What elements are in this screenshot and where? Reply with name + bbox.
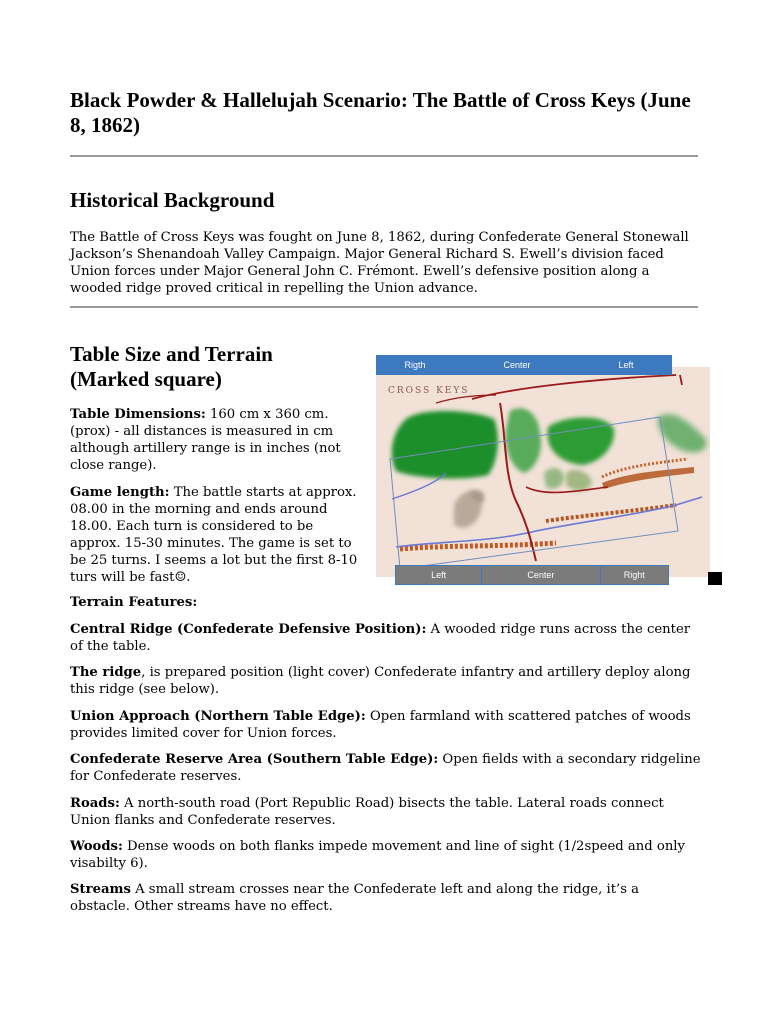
text: A wooded ridge runs across the center of the table. xyxy=(70,622,691,654)
edge-label: Rigth xyxy=(404,360,426,370)
terrain-item xyxy=(70,664,702,698)
text: Open farmland with scattered patches of woods provides limited cover for Union forces. xyxy=(70,709,691,741)
terrain-features-label xyxy=(70,594,197,611)
woods-area xyxy=(566,470,592,491)
label: Terrain Features: xyxy=(70,595,198,610)
text: A small stream crosses near the Confederate left and along the ridge, it’s a obstacle. Other streams have no effect. xyxy=(70,882,640,914)
text: 160 cm x 360 cm. (prox) - all distances is measured in cm although artillery range is in inches (not close range). xyxy=(70,407,341,473)
top-edge-labels xyxy=(376,355,672,375)
road xyxy=(680,375,682,385)
edge-label: Left xyxy=(396,566,482,584)
table-dimensions-paragraph xyxy=(70,406,366,474)
edge-label: Center xyxy=(482,566,600,584)
edge-label: Center xyxy=(503,360,531,370)
section-heading-table xyxy=(70,342,370,392)
edge-label: Right xyxy=(623,570,645,580)
label: Woods: xyxy=(70,839,123,854)
heading-line: (Marked square) xyxy=(70,367,222,391)
label: Confederate Reserve Area (Southern Table Edge): xyxy=(70,752,439,767)
text: A north-south road (Port Republic Road) bisects the table. Lateral roads connect Union flanks and Confederate reserves. xyxy=(70,796,664,828)
woods-area xyxy=(544,468,564,488)
terrain-item xyxy=(70,795,702,829)
map-illustration xyxy=(376,355,710,585)
text: The battle starts at approx. 08.00 in the morning and ends around 18.00. Each turn is considered to be approx. 15-30 minutes. The game is set to be 25 turns. I seems a lot but the first 8-10 turs will be fast☺. xyxy=(70,485,358,585)
battle-map xyxy=(376,355,710,585)
label: Streams xyxy=(70,882,131,897)
ridge-line xyxy=(546,505,676,521)
terrain-item xyxy=(70,838,702,872)
label: Union Approach (Northern Table Edge): xyxy=(70,709,366,724)
label: Central Ridge (Confederate Defensive Position): xyxy=(70,622,427,637)
divider xyxy=(70,306,698,308)
label: Game length: xyxy=(70,485,170,500)
label: Table Dimensions: xyxy=(70,407,206,422)
text: Open fields with a secondary ridgeline for Confederate reserves. xyxy=(70,752,701,784)
background-paragraph: The Battle of Cross Keys was fought on June 8, 1862, during Confederate General Stonewall Jackson’s Shenandoah Valley Campaign. Major General Richard S. Ewell’s division faced Union forces under Major General John C. Frémont. Ewell’s defensive position along a wooded ridge proved critical in repelling the Union advance. xyxy=(70,230,689,296)
edge-label: Left xyxy=(618,360,634,370)
label: The ridge xyxy=(70,665,142,680)
game-length-paragraph xyxy=(70,484,366,586)
page-title: Black Powder & Hallelujah Scenario: The Battle of Cross Keys (June 8, 1862) xyxy=(70,88,691,137)
woods-area xyxy=(547,418,614,466)
terrain-item xyxy=(70,708,702,742)
heading-line: Table Size and Terrain xyxy=(70,342,273,366)
terrain-item xyxy=(70,621,702,655)
section-heading-background: Historical Background xyxy=(70,188,275,212)
anchor-marker xyxy=(708,572,722,585)
label: Roads: xyxy=(70,796,120,811)
map-caption: CROSS KEYS xyxy=(388,386,470,396)
bottom-edge-labels xyxy=(395,565,669,585)
divider xyxy=(70,155,698,157)
road xyxy=(526,487,608,492)
text: , is prepared position (light cover) Confederate infantry and artillery deploy along this ridge (see below). xyxy=(70,665,691,697)
terrain-item xyxy=(70,881,702,915)
road xyxy=(472,375,676,399)
ridge-line xyxy=(602,467,694,489)
terrain-item xyxy=(70,751,702,785)
text: Dense woods on both flanks impede movement and line of sight (1/2speed and only visabilty 6). xyxy=(70,839,685,871)
